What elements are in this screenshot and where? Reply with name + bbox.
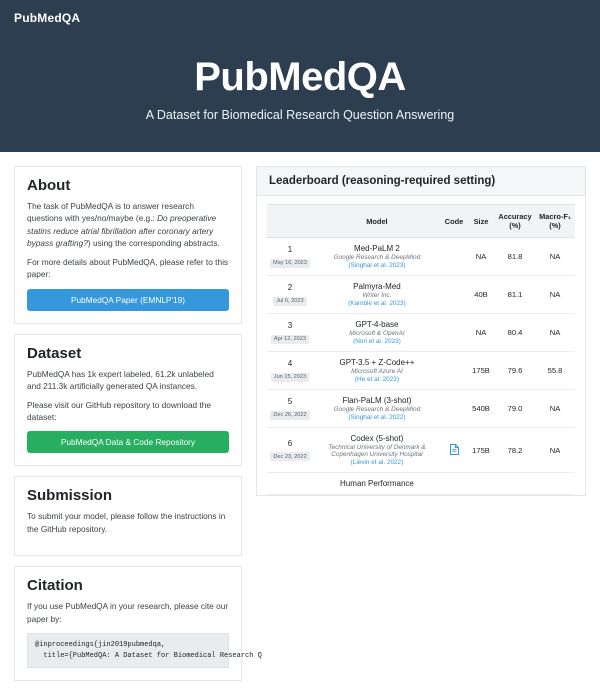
date-badge: Apr 12, 2023 bbox=[271, 335, 309, 344]
cell-size: 175B bbox=[467, 428, 495, 473]
model-organization: Technical University of Denmark & Copenhagen University Hospital bbox=[328, 444, 426, 458]
model-name: Human Performance bbox=[340, 479, 414, 488]
cell-model bbox=[313, 390, 441, 428]
about-heading: About bbox=[27, 177, 71, 194]
cell-size: 540B bbox=[467, 390, 495, 428]
model-reference-link[interactable]: (Singhal et al. 2022) bbox=[348, 414, 406, 421]
table-row bbox=[267, 473, 575, 495]
model-reference-link[interactable]: (Kamble et al. 2023) bbox=[348, 300, 406, 307]
rank-number: 1 bbox=[287, 245, 293, 255]
rank-number: 6 bbox=[287, 438, 293, 448]
cell-macro-f1: NA bbox=[535, 428, 575, 473]
cell-accuracy: 79.0 bbox=[495, 390, 535, 428]
model-reference-link[interactable]: (Liévin et al. 2022) bbox=[350, 459, 404, 466]
table-row bbox=[267, 352, 575, 390]
cell-macro-f1: NA bbox=[535, 390, 575, 428]
cell-rank bbox=[267, 276, 313, 314]
brand-logo[interactable]: PubMedQA bbox=[14, 11, 81, 25]
cell-rank bbox=[267, 428, 313, 473]
cell-size: 175B bbox=[467, 352, 495, 390]
cell-code bbox=[441, 314, 467, 352]
cell-size bbox=[467, 473, 495, 495]
column-header-model: Model bbox=[313, 205, 441, 238]
table-header-row bbox=[267, 205, 575, 238]
about-paragraph-2: For more details about PubMedQA, please refer to this paper: bbox=[27, 256, 229, 280]
cell-accuracy: 81.1 bbox=[495, 276, 535, 314]
leaderboard-title: Leaderboard (reasoning-required setting) bbox=[257, 167, 585, 196]
model-organization: Google Research & DeepMind bbox=[333, 406, 421, 413]
table-row bbox=[267, 238, 575, 276]
leaderboard-table-body bbox=[267, 238, 575, 495]
model-name: Med-PaLM 2 bbox=[354, 244, 400, 253]
model-reference-link[interactable]: (Nori et al. 2023) bbox=[353, 338, 401, 345]
cell-macro-f1: 55.8 bbox=[535, 352, 575, 390]
cell-size: NA bbox=[467, 314, 495, 352]
cell-macro-f1: NA bbox=[535, 314, 575, 352]
model-organization: Google Research & DeepMind bbox=[333, 254, 421, 261]
cell-accuracy: 78.2 bbox=[495, 428, 535, 473]
date-badge: Dec 23, 2022 bbox=[270, 452, 309, 461]
cell-rank bbox=[267, 390, 313, 428]
cell-model bbox=[313, 473, 441, 495]
citation-paragraph-1: If you use PubMedQA in your research, please cite our paper by: bbox=[27, 601, 229, 624]
left-column bbox=[14, 166, 262, 691]
about-example-question: Do preoperative statins reduce atrial fibrillation after coronary artery bypass grafting? bbox=[27, 213, 217, 249]
cell-macro-f1: NA bbox=[535, 276, 575, 314]
cell-model bbox=[313, 428, 441, 473]
leaderboard-panel bbox=[256, 166, 586, 496]
cell-code bbox=[441, 390, 467, 428]
cell-rank bbox=[267, 238, 313, 276]
column-header-rank bbox=[267, 205, 313, 238]
citation-code-block[interactable]: @inproceedings{jin2019pubmedqa, title={PubMedQA: A Dataset for Biomedical Research Q bbox=[27, 633, 229, 668]
cell-code bbox=[441, 352, 467, 390]
citation-card bbox=[14, 566, 262, 681]
model-name: GPT-3.5 + Z-Code++ bbox=[339, 358, 415, 367]
about-paragraph-1 bbox=[27, 200, 229, 250]
model-organization: Microsoft & OpenAI bbox=[349, 330, 405, 337]
dataset-paragraph-2: Please visit our GitHub repository to download the dataset: bbox=[27, 399, 212, 422]
model-name: Codex (5-shot) bbox=[350, 434, 404, 443]
model-name: Palmyra-Med bbox=[353, 282, 401, 291]
cell-macro-f1 bbox=[535, 473, 575, 495]
page-title: PubMedQA bbox=[194, 55, 406, 99]
cell-size: NA bbox=[467, 238, 495, 276]
dataset-card bbox=[14, 334, 242, 467]
leaderboard-table-head bbox=[267, 205, 575, 238]
navbar bbox=[0, 0, 600, 36]
date-badge: Jun 15, 2023 bbox=[271, 373, 309, 382]
cell-rank bbox=[267, 473, 313, 495]
cell-model bbox=[313, 238, 441, 276]
cell-code bbox=[441, 473, 467, 495]
cell-code bbox=[441, 428, 467, 473]
rank-number: 4 bbox=[287, 359, 293, 369]
rank-number: 2 bbox=[287, 283, 293, 293]
cell-code bbox=[441, 276, 467, 314]
cell-rank bbox=[267, 314, 313, 352]
leaderboard-body bbox=[257, 196, 585, 495]
date-badge: Jul 6, 2023 bbox=[273, 297, 306, 306]
cell-accuracy: 81.8 bbox=[495, 238, 535, 276]
leaderboard-table bbox=[267, 204, 575, 495]
cell-model bbox=[313, 314, 441, 352]
rank-number: 3 bbox=[287, 321, 293, 331]
table-row bbox=[267, 390, 575, 428]
table-row bbox=[267, 314, 575, 352]
model-organization: Writer Inc. bbox=[362, 292, 392, 299]
model-reference-link[interactable]: (He et al. 2023) bbox=[354, 376, 399, 383]
main-content bbox=[0, 152, 600, 691]
repository-link-button[interactable]: PubMedQA Data & Code Repository bbox=[27, 431, 229, 453]
column-header-code: Code bbox=[441, 205, 467, 238]
submission-heading: Submission bbox=[27, 487, 113, 505]
cell-model bbox=[313, 352, 441, 390]
citation-heading: Citation bbox=[27, 577, 83, 595]
column-header-macro-f1: Macro-F₁ (%) bbox=[535, 205, 575, 238]
submission-paragraph-1: To submit your model, please follow the instructions in the GitHub repository. bbox=[27, 511, 226, 534]
file-icon[interactable] bbox=[450, 444, 459, 455]
date-badge: Dec 26, 2022 bbox=[270, 411, 309, 420]
paper-link-button[interactable]: PubMedQA Paper (EMNLP'19) bbox=[27, 289, 229, 311]
column-header-accuracy: Accuracy (%) bbox=[495, 205, 535, 238]
about-card bbox=[14, 166, 242, 324]
model-organization: Microsoft Azure AI bbox=[351, 368, 403, 375]
page-subtitle: A Dataset for Biomedical Research Question Answering bbox=[145, 108, 455, 122]
model-name: Flan-PaLM (3-shot) bbox=[342, 396, 412, 405]
table-row bbox=[267, 428, 575, 473]
hero-banner bbox=[0, 36, 600, 152]
dataset-paragraph-1: PubMedQA has 1k expert labeled, 61.2k unlabeled and 211.3k artificially generated QA instances. bbox=[27, 368, 214, 392]
model-name: GPT-4-base bbox=[355, 320, 399, 329]
submission-card bbox=[14, 476, 242, 556]
about-text-b: ) using the corresponding abstracts. bbox=[87, 238, 220, 249]
rank-number: 5 bbox=[287, 397, 293, 407]
cell-rank bbox=[267, 352, 313, 390]
cell-accuracy bbox=[495, 473, 535, 495]
cell-accuracy: 79.6 bbox=[495, 352, 535, 390]
right-column bbox=[256, 166, 586, 691]
about-text-a: The task of PubMedQA is to answer research questions with yes/no/maybe (e.g.: bbox=[27, 201, 194, 224]
cell-code bbox=[441, 238, 467, 276]
cell-accuracy: 80.4 bbox=[495, 314, 535, 352]
dataset-heading: Dataset bbox=[27, 344, 82, 362]
column-header-size: Size bbox=[467, 205, 495, 238]
table-row bbox=[267, 276, 575, 314]
model-reference-link[interactable]: (Singhal et al. 2023) bbox=[348, 262, 406, 269]
cell-model bbox=[313, 276, 441, 314]
cell-size: 40B bbox=[467, 276, 495, 314]
date-badge: May 16, 2023 bbox=[270, 259, 310, 268]
cell-macro-f1: NA bbox=[535, 238, 575, 276]
